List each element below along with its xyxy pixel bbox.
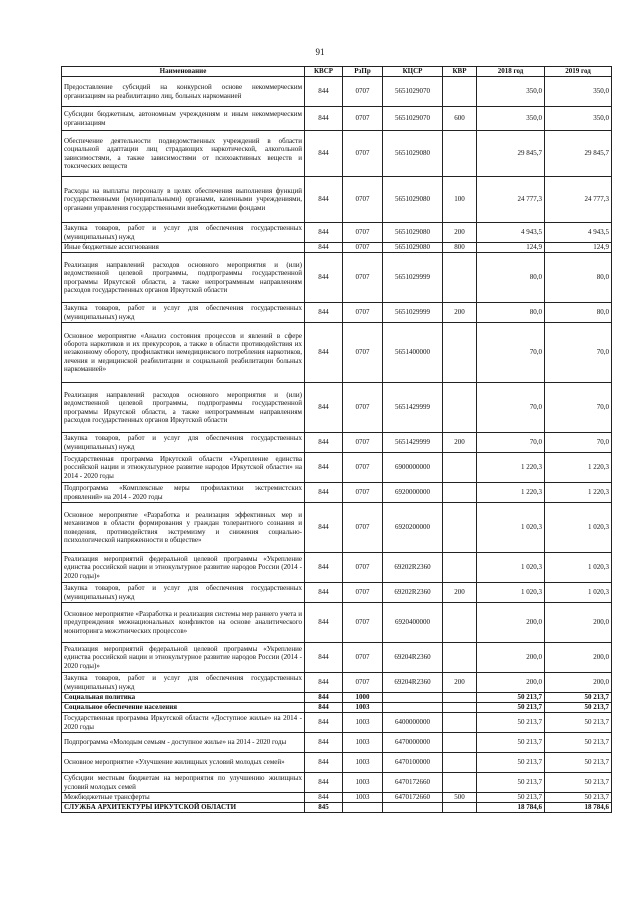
cell-name: Обеспечение деятельности подведомственных учреждений в области социальной адаптации лиц страдающих наркотической, алкогольной зависимостями, а также зависимостями от психоактивных веществ и токсических веществ [62,131,305,177]
header-name: Наименование [62,67,305,77]
cell-name: Основное мероприятие «Улучшение жилищных условий молодых семей» [62,753,305,773]
table-row [62,303,612,323]
cell-y2019: 50 213,7 [545,703,612,713]
cell-name: Субсидии бюджетным, автономным учреждениям и иным некоммерческим организациям [62,107,305,131]
cell-name: Реализация направлений расходов основного мероприятия и (или) ведомственной целевой программы, подпрограммы государственной программы Иркутской области, а также непрограммным направлениям расходов государственных органов Иркутской области [62,253,305,303]
cell-y2018: 1 020,3 [477,583,545,603]
table-row [62,131,612,177]
cell-y2018: 18 784,6 [477,803,545,813]
cell-kvr [443,77,477,107]
cell-kcsr: 6470100000 [383,753,443,773]
cell-rzpr: 0707 [343,603,383,643]
cell-kcsr: 6470172660 [383,773,443,793]
cell-y2019: 350,0 [545,107,612,131]
cell-y2018: 50 213,7 [477,773,545,793]
cell-kvsr: 844 [305,713,343,733]
cell-kcsr: 5651029080 [383,223,443,243]
cell-name: Субсидии местным бюджетам на мероприятия по улучшению жилищных условий молодых семей [62,773,305,793]
cell-kvsr: 844 [305,483,343,503]
cell-y2019: 350,0 [545,77,612,107]
cell-rzpr: 0707 [343,107,383,131]
cell-kvsr: 844 [305,323,343,383]
cell-y2019: 124,9 [545,243,612,253]
cell-y2018: 50 213,7 [477,793,545,803]
cell-kvr [443,773,477,793]
cell-y2018: 350,0 [477,77,545,107]
cell-kcsr: 5651029080 [383,131,443,177]
cell-kcsr: 6400000000 [383,713,443,733]
cell-y2018: 1 020,3 [477,503,545,553]
cell-y2019: 80,0 [545,253,612,303]
cell-y2018: 50 213,7 [477,733,545,753]
cell-rzpr: 0707 [343,131,383,177]
cell-name: Закупка товаров, работ и услуг для обеспечения государственных (муниципальных) нужд [62,433,305,453]
cell-kvr [443,733,477,753]
cell-kvr: 500 [443,793,477,803]
cell-name: Подпрограмма «Молодым семьям - доступное жилье» на 2014 - 2020 годы [62,733,305,753]
cell-kvsr: 844 [305,433,343,453]
cell-kvr: 200 [443,433,477,453]
cell-kvsr: 845 [305,803,343,813]
cell-rzpr: 1003 [343,713,383,733]
header-2019: 2019 год [545,67,612,77]
cell-name: Основное мероприятие «Разработка и реализация эффективных мер и механизмов в области формирования у граждан толерантного сознания и поведения, противодействия экстремизму и снижения социально-психологической напряженности в обществе» [62,503,305,553]
table-row [62,177,612,223]
table-row [62,503,612,553]
page-number: 91 [315,47,325,57]
cell-y2018: 70,0 [477,433,545,453]
cell-kcsr [383,693,443,703]
cell-y2019: 70,0 [545,383,612,433]
cell-y2019: 50 213,7 [545,713,612,733]
cell-y2018: 50 213,7 [477,703,545,713]
cell-y2018: 70,0 [477,323,545,383]
cell-y2018: 200,0 [477,603,545,643]
cell-y2018: 124,9 [477,243,545,253]
cell-y2019: 50 213,7 [545,753,612,773]
table-row [62,453,612,483]
table-row [62,433,612,453]
cell-kvr [443,753,477,773]
cell-kvsr: 844 [305,107,343,131]
cell-kcsr: 6470172660 [383,793,443,803]
table-row [62,773,612,793]
cell-kvsr: 844 [305,503,343,553]
cell-y2018: 1 220,3 [477,483,545,503]
table-row [62,323,612,383]
cell-kcsr: 6920400000 [383,603,443,643]
table-row [62,793,612,803]
table-row [62,733,612,753]
cell-kvr [443,643,477,673]
cell-y2019: 1 020,3 [545,583,612,603]
cell-kvr: 100 [443,177,477,223]
header-kcsr: КЦСР [383,67,443,77]
cell-rzpr: 0707 [343,383,383,433]
cell-y2018: 4 943,5 [477,223,545,243]
cell-kcsr: 6920000000 [383,483,443,503]
cell-name: Государственная программа Иркутской области «Укрепление единства российской нации и этнокультурное развитие народов Иркутской области» на 2014 - 2020 годы [62,453,305,483]
cell-kvr [443,483,477,503]
cell-kcsr: 5651029080 [383,177,443,223]
cell-y2018: 50 213,7 [477,753,545,773]
table-row [62,803,612,813]
cell-y2018: 1 020,3 [477,553,545,583]
cell-y2018: 1 220,3 [477,453,545,483]
cell-y2019: 70,0 [545,433,612,453]
cell-kcsr: 5651400000 [383,323,443,383]
cell-y2019: 18 784,6 [545,803,612,813]
cell-name: Межбюджетные трансферты [62,793,305,803]
cell-name: Закупка товаров, работ и услуг для обеспечения государственных (муниципальных) нужд [62,583,305,603]
cell-name: Закупка товаров, работ и услуг для обеспечения государственных (муниципальных) нужд [62,673,305,693]
cell-rzpr: 0707 [343,77,383,107]
cell-kcsr [383,703,443,713]
cell-y2019: 29 845,7 [545,131,612,177]
cell-y2019: 200,0 [545,643,612,673]
cell-name: Социальное обеспечение населения [62,703,305,713]
cell-kvr [443,803,477,813]
cell-rzpr: 1003 [343,753,383,773]
cell-y2019: 200,0 [545,603,612,643]
cell-rzpr: 0707 [343,323,383,383]
cell-kcsr: 6920200000 [383,503,443,553]
cell-kvr: 600 [443,107,477,131]
cell-kvr: 800 [443,243,477,253]
cell-kcsr: 5651029070 [383,107,443,131]
cell-rzpr: 0707 [343,643,383,673]
cell-rzpr: 0707 [343,223,383,243]
cell-kvr [443,693,477,703]
cell-kvsr: 844 [305,243,343,253]
cell-rzpr: 0707 [343,253,383,303]
cell-rzpr: 0707 [343,177,383,223]
cell-name: Государственная программа Иркутской области «Доступное жилье» на 2014 - 2020 годы [62,713,305,733]
cell-y2018: 80,0 [477,303,545,323]
cell-rzpr: 0707 [343,483,383,503]
cell-kvsr: 844 [305,77,343,107]
cell-kvr: 200 [443,673,477,693]
cell-y2019: 200,0 [545,673,612,693]
cell-y2019: 80,0 [545,303,612,323]
table-row [62,77,612,107]
cell-name: СЛУЖБА АРХИТЕКТУРЫ ИРКУТСКОЙ ОБЛАСТИ [62,803,305,813]
cell-y2018: 80,0 [477,253,545,303]
cell-rzpr: 0707 [343,503,383,553]
cell-kvsr: 844 [305,223,343,243]
cell-kcsr: 6900000000 [383,453,443,483]
cell-name: Предоставление субсидий на конкурсной основе некоммерческим организациям на реабилитацию лиц, больных наркоманией [62,77,305,107]
header-2018: 2018 год [477,67,545,77]
cell-rzpr: 0707 [343,243,383,253]
cell-kvr [443,453,477,483]
cell-kcsr: 5651029999 [383,303,443,323]
cell-kvsr: 844 [305,773,343,793]
cell-kcsr: 69202R2360 [383,583,443,603]
cell-name: Основное мероприятие «Разработка и реализация системы мер раннего учета и предупреждения межнациональных конфликтов на основе аналитического мониторинга межэтнических процессов» [62,603,305,643]
cell-kvr: 200 [443,303,477,323]
cell-rzpr: 1003 [343,773,383,793]
cell-kcsr: 5651029999 [383,253,443,303]
cell-name: Расходы на выплаты персоналу в целях обеспечения выполнения функций государственными (муниципальными) органами, казенными учреждениями, органами управления государственными внебюджетными фондами [62,177,305,223]
cell-y2018: 29 845,7 [477,131,545,177]
cell-kvsr: 844 [305,733,343,753]
table-row [62,713,612,733]
table-row [62,223,612,243]
cell-y2019: 1 220,3 [545,483,612,503]
cell-name: Основное мероприятие «Анализ состояния процессов и явлений в сфере оборота наркотиков и их прекурсоров, а также в области противодействия их незаконному обороту, профилактики немедицинского потребления наркотиков, лечения и медицинской реабилитации и социальной реабилитации больных наркоманией» [62,323,305,383]
cell-rzpr: 1000 [343,693,383,703]
cell-kcsr: 5651029080 [383,243,443,253]
cell-kcsr: 5651429999 [383,383,443,433]
cell-kvsr: 844 [305,253,343,303]
cell-rzpr: 1003 [343,733,383,753]
table-body [62,77,612,813]
cell-rzpr: 0707 [343,433,383,453]
cell-y2019: 70,0 [545,323,612,383]
cell-kvr [443,131,477,177]
table-row [62,107,612,131]
cell-kcsr: 5651029070 [383,77,443,107]
cell-rzpr: 0707 [343,673,383,693]
cell-y2019: 24 777,3 [545,177,612,223]
table-row [62,703,612,713]
cell-name: Реализация направлений расходов основного мероприятия и (или) ведомственной целевой программы, подпрограммы государственной программы Иркутской области, а также непрограммным направлениям расходов государственных органов Иркутской области [62,383,305,433]
table-row [62,483,612,503]
table-row [62,753,612,773]
cell-y2018: 50 213,7 [477,693,545,703]
cell-y2018: 70,0 [477,383,545,433]
cell-kvr [443,703,477,713]
cell-y2019: 4 943,5 [545,223,612,243]
cell-kvsr: 844 [305,603,343,643]
table-row [62,553,612,583]
cell-rzpr: 0707 [343,553,383,583]
cell-kcsr: 69202R2360 [383,553,443,583]
cell-kvr [443,383,477,433]
cell-kvsr: 844 [305,177,343,223]
cell-kvr [443,253,477,303]
cell-kvr: 200 [443,223,477,243]
cell-kcsr [383,803,443,813]
cell-kvsr: 844 [305,553,343,583]
cell-name: Реализация мероприятий федеральной целевой программы «Укрепление единства российской нации и этнокультурное развитие народов России (2014 - 2020 годы)» [62,643,305,673]
cell-y2019: 1 220,3 [545,453,612,483]
cell-kvr [443,713,477,733]
cell-name: Реализация мероприятий федеральной целевой программы «Укрепление единства российской нации и этнокультурное развитие народов России (2014 - 2020 годы)» [62,553,305,583]
cell-kvsr: 844 [305,673,343,693]
cell-kvsr: 844 [305,131,343,177]
cell-y2019: 1 020,3 [545,553,612,583]
table-row [62,673,612,693]
table-header-row [62,67,612,77]
cell-name: Подпрограмма «Комплексные меры профилактики экстремистских проявлений» на 2014 - 2020 годы [62,483,305,503]
cell-name: Закупка товаров, работ и услуг для обеспечения государственных (муниципальных) нужд [62,223,305,243]
cell-rzpr: 0707 [343,453,383,483]
cell-name: Социальная политика [62,693,305,703]
cell-kcsr: 69204R2360 [383,643,443,673]
header-kvr: КВР [443,67,477,77]
header-kvsr: КВСР [305,67,343,77]
cell-y2018: 50 213,7 [477,713,545,733]
cell-kvsr: 844 [305,383,343,433]
cell-kvsr: 844 [305,753,343,773]
cell-rzpr [343,803,383,813]
cell-kvr [443,553,477,583]
cell-kcsr: 5651429999 [383,433,443,453]
cell-y2019: 1 020,3 [545,503,612,553]
cell-y2019: 50 213,7 [545,693,612,703]
cell-kcsr: 6470000000 [383,733,443,753]
table-row [62,583,612,603]
cell-kvsr: 844 [305,793,343,803]
cell-kcsr: 69204R2360 [383,673,443,693]
cell-name: Иные бюджетные ассигнования [62,243,305,253]
cell-y2018: 200,0 [477,673,545,693]
cell-kvsr: 844 [305,453,343,483]
cell-y2019: 50 213,7 [545,793,612,803]
table-row [62,383,612,433]
cell-y2019: 50 213,7 [545,773,612,793]
cell-kvr [443,603,477,643]
cell-kvsr: 844 [305,693,343,703]
cell-y2018: 350,0 [477,107,545,131]
cell-kvr: 200 [443,583,477,603]
table-row [62,243,612,253]
cell-kvr [443,323,477,383]
cell-rzpr: 1003 [343,793,383,803]
table-row [62,253,612,303]
cell-y2018: 24 777,3 [477,177,545,223]
cell-kvsr: 844 [305,703,343,713]
budget-table [61,66,612,813]
cell-kvsr: 844 [305,583,343,603]
cell-rzpr: 0707 [343,583,383,603]
table-row [62,643,612,673]
cell-kvr [443,503,477,553]
table-row [62,603,612,643]
table-row [62,693,612,703]
cell-y2018: 200,0 [477,643,545,673]
cell-name: Закупка товаров, работ и услуг для обеспечения государственных (муниципальных) нужд [62,303,305,323]
cell-rzpr: 1003 [343,703,383,713]
cell-rzpr: 0707 [343,303,383,323]
header-rzpr: РзПр [343,67,383,77]
cell-kvsr: 844 [305,643,343,673]
cell-kvsr: 844 [305,303,343,323]
cell-y2019: 50 213,7 [545,733,612,753]
